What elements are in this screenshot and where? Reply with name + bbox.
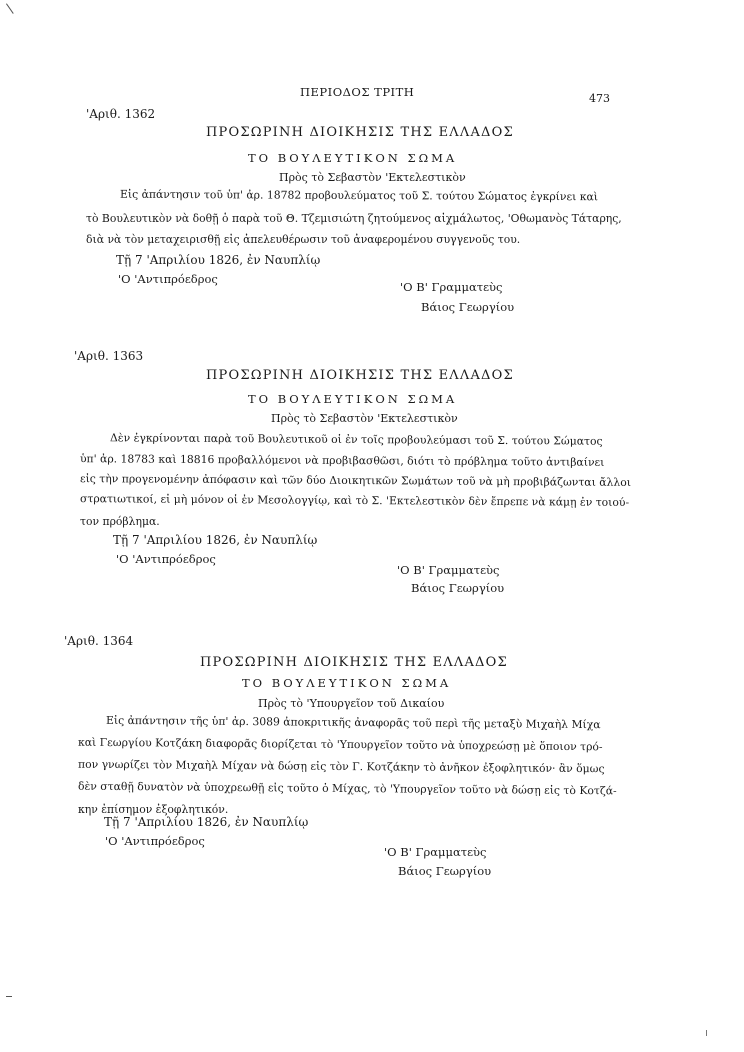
document-subtitle: ΤΟ ΒΟΥΛΕΥΤΙΚΟΝ ΣΩΜΑ bbox=[242, 676, 452, 690]
document-number: 'Αριθ. 1364 bbox=[64, 634, 134, 648]
document-title: ΠΡΟΣΩΡΙΝΗ ΔΙΟΙΚΗΣΙΣ ΤΗΣ ΕΛΛΑΔΟΣ bbox=[206, 368, 514, 383]
document-title: ΠΡΟΣΩΡΙΝΗ ΔΙΟΙΚΗΣΙΣ ΤΗΣ ΕΛΛΑΔΟΣ bbox=[206, 125, 514, 140]
document-number: 'Αριθ. 1362 bbox=[86, 107, 156, 121]
document-subtitle: ΤΟ ΒΟΥΛΕΥΤΙΚΟΝ ΣΩΜΑ bbox=[248, 151, 458, 165]
page-number: 473 bbox=[589, 92, 610, 105]
document-title: ΠΡΟΣΩΡΙΝΗ ΔΙΟΙΚΗΣΙΣ ΤΗΣ ΕΛΛΑΔΟΣ bbox=[200, 655, 508, 670]
body-line: τον πρόβλημα. bbox=[80, 515, 160, 528]
right-signatory-name: Βάιος Γεωργίου bbox=[398, 864, 492, 878]
scan-mark-bottom-left bbox=[6, 996, 12, 997]
scan-mark-top-left bbox=[6, 0, 24, 14]
body-line: Εἰς ἀπάντησιν τοῦ ὑπ' ἀρ. 18782 προβουλεύματος τοῦ Σ. τούτου Σώματος ἐγκρίνει καὶ bbox=[119, 187, 599, 204]
right-signatory-title: 'Ο Β' Γραμματεὺς bbox=[400, 280, 503, 294]
body-line: διὰ νὰ τὸν μεταχειρισθῇ εἰς ἀπελευθέρωσιν τοῦ ἀναφερομένου συγγενοῦς του. bbox=[86, 233, 521, 246]
addressee: Πρὸς τὸ 'Υπουργεῖον τοῦ Δικαίου bbox=[258, 697, 445, 710]
left-signatory: 'Ο 'Αντιπρόεδρος bbox=[105, 834, 205, 848]
body-line: ὑπ' ἀρ. 18783 καὶ 18816 προβαλλόμενοι νὰ προβιβασθῶσι, διότι τὸ πρόβλημα τοῦτο ἀντιβαίνει bbox=[79, 452, 605, 469]
document-number: 'Αριθ. 1363 bbox=[74, 349, 144, 363]
body-line: Εἰς ἀπάντησιν τῆς ὑπ' ἀρ. 3089 ἀποκριτικῆς ἀναφορᾶς τοῦ περὶ τῆς μεταξὺ Μιχαὴλ Μίχα bbox=[105, 713, 601, 732]
document-subtitle: ΤΟ ΒΟΥΛΕΥΤΙΚΟΝ ΣΩΜΑ bbox=[248, 392, 458, 406]
right-signatory-name: Βάιος Γεωργίου bbox=[421, 300, 515, 314]
body-line: Δὲν ἐγκρίνονται παρὰ τοῦ Βουλευτικοῦ οἱ ἐν τοῖς προβουλεύμασι τοῦ Σ. τούτου Σώματος bbox=[109, 431, 603, 448]
left-signatory: 'Ο 'Αντιπρόεδρος bbox=[116, 552, 216, 566]
body-line: καὶ Γεωργίου Κοτζάκη διαφορᾶς διορίζεται τὸ 'Υπουργεῖον τοῦτο νὰ ὑποχρεώσῃ μὲ ὅποιον τρό- bbox=[77, 735, 603, 754]
body-line: δὲν σταθῇ δυνατὸν νὰ ὑποχρεωθῇ εἰς τοῦτο ὁ Μίχας, τὸ 'Υπουργεῖον τοῦτο νὰ δώσῃ εἰς τὸ Κοτζά- bbox=[77, 779, 617, 798]
right-signatory-title: 'Ο Β' Γραμματεὺς bbox=[397, 563, 500, 577]
body-line: τὸ Βουλευτικὸν νὰ δοθῇ ὁ παρὰ τοῦ Θ. Τζεμισιώτη ζητούμενος αἰχμάλωτος, 'Οθωμανὸς Τάταρης, bbox=[86, 212, 622, 225]
right-signatory-title: 'Ο Β' Γραμματεὺς bbox=[384, 845, 487, 859]
body-line: πον γνωρίζει τὸν Μιχαὴλ Μίχαν νὰ δώσῃ εἰς τὸν Γ. Κοτζάκην τὸ ἀνῆκον ἐξοφλητικόν· ἂν ὅμως bbox=[77, 757, 605, 776]
running-title: ΠΕΡΙΟΔΟΣ ΤΡΙΤΗ bbox=[300, 85, 415, 99]
left-signatory: 'Ο 'Αντιπρόεδρος bbox=[118, 272, 218, 286]
document-date: Τῇ 7 'Απριλίου 1826, ἐν Ναυπλίῳ bbox=[104, 815, 309, 829]
right-signatory-name: Βάιος Γεωργίου bbox=[411, 581, 505, 595]
addressee: Πρὸς τὸ Σεβαστὸν 'Εκτελεστικὸν bbox=[279, 171, 466, 184]
document-date: Τῇ 7 'Απριλίου 1826, ἐν Ναυπλίῳ bbox=[116, 253, 321, 267]
document-date: Τῇ 7 'Απριλίου 1826, ἐν Ναυπλίῳ bbox=[113, 533, 318, 547]
scan-mark-bottom-right bbox=[706, 1030, 713, 1036]
body-line: στρατιωτικοί, εἰ μὴ μόνον οἱ ἐν Μεσολογγίῳ, καὶ τὸ Σ. 'Εκτελεστικὸν δὲν ἔπρεπε νὰ κάμῃ ἐν τοιού- bbox=[79, 492, 630, 509]
body-line: κην ἐπίσημον ἐξοφλητικόν. bbox=[78, 803, 229, 816]
body-line: εἰς τὴν προγενομένην ἀπόφασιν καὶ τῶν δύο Διοικητικῶν Σωμάτων τοῦ νὰ μὴ προβιβάζωνται ἄλλοι bbox=[79, 472, 632, 489]
addressee: Πρὸς τὸ Σεβαστὸν 'Εκτελεστικὸν bbox=[271, 412, 458, 425]
